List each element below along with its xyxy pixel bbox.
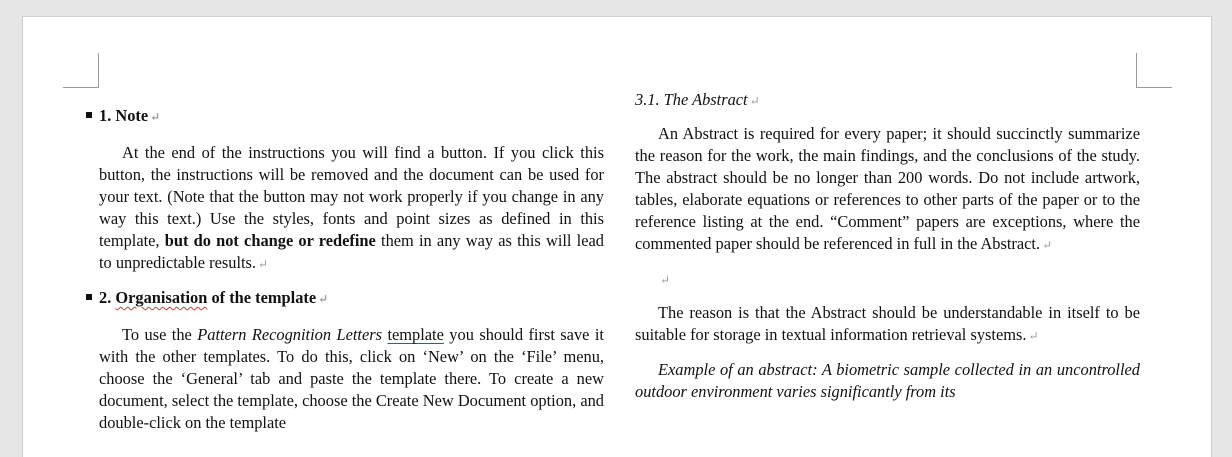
paragraph-mark-icon: ↵ [660, 273, 671, 287]
heading-number: 2. [99, 288, 116, 307]
paragraph-mark-icon: ↵ [258, 257, 269, 271]
body-paragraph[interactable] [99, 324, 604, 434]
paragraph-mark-icon: ↵ [1028, 329, 1039, 343]
document-page[interactable] [22, 16, 1212, 457]
bold-text: but do not change or redefine [164, 231, 376, 250]
paragraph-text: To use the [122, 325, 198, 344]
crop-mark-top-right [1136, 53, 1172, 88]
heading-bullet-icon [86, 294, 92, 300]
body-paragraph[interactable] [635, 123, 1140, 256]
subsection-heading-abstract[interactable] [635, 87, 1140, 113]
right-text-column[interactable] [635, 87, 1140, 403]
italic-text: Example of an abstract: A biometric sample collected in an uncontrolled outdoor environment varies significantly from its [635, 360, 1140, 401]
spelling-flagged-word[interactable]: Organisation [115, 288, 208, 307]
underlined-word[interactable]: template [387, 325, 444, 344]
paragraph-mark-icon: ↵ [150, 110, 161, 124]
body-paragraph[interactable] [635, 359, 1140, 403]
heading-bullet-icon [86, 112, 92, 118]
paragraph-text: them in any way as this will lead to unpredictable results. [99, 231, 604, 272]
left-text-column[interactable] [99, 103, 604, 434]
section-heading-note[interactable] [99, 103, 604, 129]
paragraph-mark-icon: ↵ [1042, 238, 1053, 252]
paragraph-text: The reason is that the Abstract should be understandable in itself to be suitable for storage in textual information retrieval systems. [635, 303, 1140, 344]
empty-paragraph[interactable] [635, 268, 1140, 290]
section-heading-organisation[interactable] [99, 285, 604, 311]
italic-text: Pattern Recognition Letters [197, 325, 382, 344]
body-paragraph[interactable] [635, 302, 1140, 347]
subheading-text: 3.1. The Abstract [635, 90, 748, 109]
paragraph-mark-icon: ↵ [318, 292, 329, 306]
crop-mark-top-left [63, 53, 99, 88]
paragraph-mark-icon: ↵ [749, 94, 760, 108]
heading-text: 1. Note [99, 106, 149, 125]
paragraph-text: you should first save it with the other templates. To do this, click on ‘New’ on the ‘File’ menu, choose the ‘General’ tab and paste the template there. To create a new document, select the template, choose the Create New Document option, and double-click on the template [99, 325, 604, 432]
body-paragraph[interactable] [99, 142, 604, 275]
heading-text: of the template [207, 288, 317, 307]
paragraph-text: At the end of the instructions you will find a button. If you click this button, the instructions will be removed and the document can be used for your text. (Note that the button may not work properly if you change in any way this text.) Use the styles, fonts and point sizes as defined in this template, [99, 143, 604, 250]
paragraph-text: An Abstract is required for every paper; it should succinctly summarize the reason for the work, the main findings, and the conclusions of the study. The abstract should be no longer than 200 words. Do not include artwork, tables, elaborate equations or references to other parts of the paper or to the reference listing at the end. “Comment” papers are exceptions, where the commented paper should be referenced in full in the Abstract. [635, 124, 1140, 253]
